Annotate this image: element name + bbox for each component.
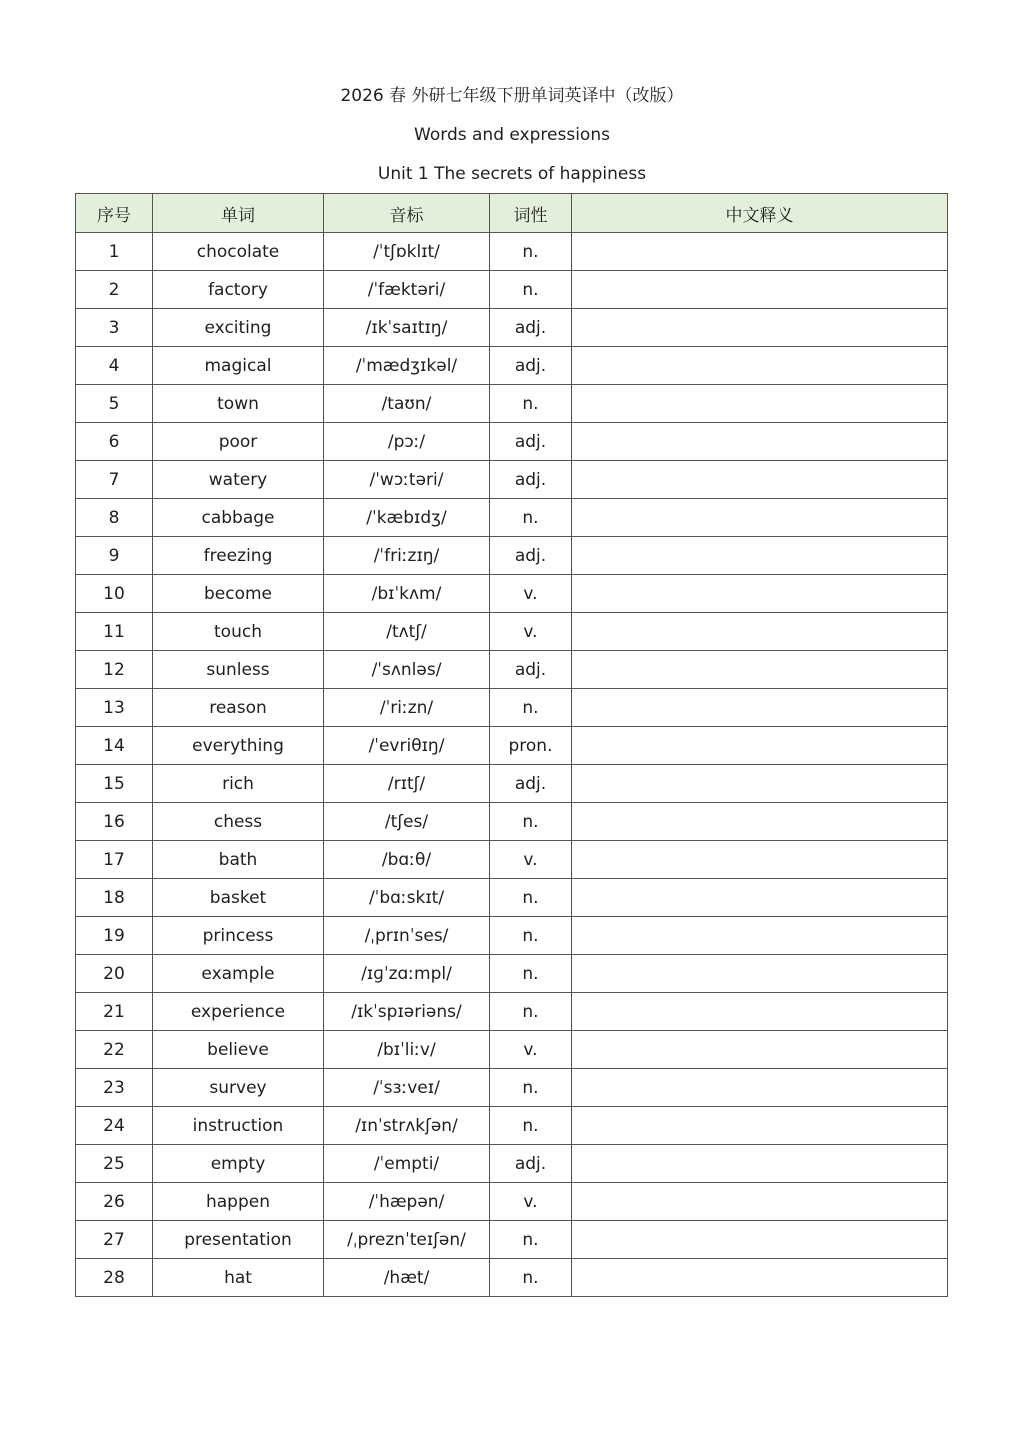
cell-number: 3: [76, 309, 153, 347]
cell-chinese-meaning[interactable]: [572, 1107, 948, 1145]
cell-number: 22: [76, 1031, 153, 1069]
cell-chinese-meaning[interactable]: [572, 727, 948, 765]
table-row: [76, 1183, 948, 1221]
cell-part-of-speech: adj.: [490, 1145, 572, 1183]
cell-number: 7: [76, 461, 153, 499]
cell-number: 8: [76, 499, 153, 537]
cell-number: 14: [76, 727, 153, 765]
table-row: [76, 537, 948, 575]
cell-number: 10: [76, 575, 153, 613]
cell-chinese-meaning[interactable]: [572, 423, 948, 461]
cell-part-of-speech: v.: [490, 841, 572, 879]
table-row: [76, 1107, 948, 1145]
cell-number: 23: [76, 1069, 153, 1107]
cell-number: 27: [76, 1221, 153, 1259]
cell-number: 9: [76, 537, 153, 575]
cell-chinese-meaning[interactable]: [572, 347, 948, 385]
cell-chinese-meaning[interactable]: [572, 575, 948, 613]
cell-word: survey: [153, 1069, 324, 1107]
cell-phonetic: /tʃes/: [324, 803, 490, 841]
cell-chinese-meaning[interactable]: [572, 765, 948, 803]
cell-phonetic: /ˈempti/: [324, 1145, 490, 1183]
cell-chinese-meaning[interactable]: [572, 651, 948, 689]
cell-word: reason: [153, 689, 324, 727]
column-header-word: 单词: [153, 194, 324, 233]
cell-word: poor: [153, 423, 324, 461]
unit-title: Unit 1 The secrets of happiness: [377, 164, 647, 184]
cell-chinese-meaning[interactable]: [572, 1145, 948, 1183]
cell-phonetic: /taʊn/: [324, 385, 490, 423]
cell-part-of-speech: n.: [490, 233, 572, 271]
cell-part-of-speech: n.: [490, 271, 572, 309]
cell-phonetic: /ˌpreznˈteɪʃən/: [324, 1221, 490, 1259]
cell-number: 15: [76, 765, 153, 803]
cell-part-of-speech: adj.: [490, 765, 572, 803]
cell-number: 5: [76, 385, 153, 423]
table-row: [76, 499, 948, 537]
cell-part-of-speech: n.: [490, 803, 572, 841]
table-row: [76, 423, 948, 461]
cell-chinese-meaning[interactable]: [572, 1221, 948, 1259]
table-header-row: [76, 194, 948, 233]
cell-number: 1: [76, 233, 153, 271]
table-row: [76, 955, 948, 993]
cell-word: touch: [153, 613, 324, 651]
cell-part-of-speech: n.: [490, 499, 572, 537]
table-row: [76, 271, 948, 309]
table-body: [76, 233, 948, 1297]
cell-part-of-speech: n.: [490, 955, 572, 993]
column-header-chinese-meaning: 中文释义: [572, 194, 948, 233]
cell-phonetic: /ˈsɜːveɪ/: [324, 1069, 490, 1107]
cell-phonetic: /ɪkˈspɪəriəns/: [324, 993, 490, 1031]
cell-phonetic: /ɪnˈstrʌkʃən/: [324, 1107, 490, 1145]
cell-word: chess: [153, 803, 324, 841]
cell-word: basket: [153, 879, 324, 917]
cell-word: factory: [153, 271, 324, 309]
cell-part-of-speech: n.: [490, 1069, 572, 1107]
cell-part-of-speech: adj.: [490, 309, 572, 347]
cell-phonetic: /ɪkˈsaɪtɪŋ/: [324, 309, 490, 347]
cell-part-of-speech: n.: [490, 1221, 572, 1259]
cell-word: happen: [153, 1183, 324, 1221]
table-row: [76, 689, 948, 727]
cell-phonetic: /ˈtʃɒklɪt/: [324, 233, 490, 271]
cell-number: 4: [76, 347, 153, 385]
table-row: [76, 765, 948, 803]
cell-word: freezing: [153, 537, 324, 575]
cell-number: 26: [76, 1183, 153, 1221]
cell-phonetic: /ɪɡˈzɑːmpl/: [324, 955, 490, 993]
cell-chinese-meaning[interactable]: [572, 385, 948, 423]
cell-phonetic: /ˈwɔːtəri/: [324, 461, 490, 499]
table-row: [76, 1145, 948, 1183]
cell-number: 11: [76, 613, 153, 651]
cell-phonetic: /ˈbɑːskɪt/: [324, 879, 490, 917]
cell-chinese-meaning[interactable]: [572, 917, 948, 955]
cell-phonetic: /bɪˈkʌm/: [324, 575, 490, 613]
cell-number: 6: [76, 423, 153, 461]
cell-chinese-meaning[interactable]: [572, 271, 948, 309]
cell-chinese-meaning[interactable]: [572, 803, 948, 841]
cell-word: instruction: [153, 1107, 324, 1145]
cell-phonetic: /tʌtʃ/: [324, 613, 490, 651]
cell-phonetic: /ˈevriθɪŋ/: [324, 727, 490, 765]
cell-chinese-meaning[interactable]: [572, 613, 948, 651]
cell-part-of-speech: v.: [490, 1031, 572, 1069]
table-row: [76, 1259, 948, 1297]
cell-part-of-speech: v.: [490, 613, 572, 651]
cell-number: 20: [76, 955, 153, 993]
table-row: [76, 613, 948, 651]
cell-chinese-meaning[interactable]: [572, 1259, 948, 1297]
cell-word: bath: [153, 841, 324, 879]
cell-number: 21: [76, 993, 153, 1031]
cell-word: town: [153, 385, 324, 423]
cell-number: 19: [76, 917, 153, 955]
cell-part-of-speech: n.: [490, 689, 572, 727]
table-row: [76, 233, 948, 271]
cell-phonetic: /ˈfriːzɪŋ/: [324, 537, 490, 575]
table-row: [76, 879, 948, 917]
cell-number: 13: [76, 689, 153, 727]
cell-chinese-meaning[interactable]: [572, 1031, 948, 1069]
cell-phonetic: /ˌprɪnˈses/: [324, 917, 490, 955]
cell-number: 17: [76, 841, 153, 879]
cell-part-of-speech: adj.: [490, 651, 572, 689]
cell-chinese-meaning[interactable]: [572, 993, 948, 1031]
cell-word: chocolate: [153, 233, 324, 271]
table-row: [76, 1221, 948, 1259]
cell-number: 24: [76, 1107, 153, 1145]
cell-part-of-speech: n.: [490, 1259, 572, 1297]
cell-chinese-meaning[interactable]: [572, 537, 948, 575]
cell-word: cabbage: [153, 499, 324, 537]
table-row: [76, 575, 948, 613]
table-row: [76, 841, 948, 879]
cell-chinese-meaning[interactable]: [572, 499, 948, 537]
cell-phonetic: /ˈkæbɪdʒ/: [324, 499, 490, 537]
cell-number: 16: [76, 803, 153, 841]
cell-part-of-speech: pron.: [490, 727, 572, 765]
cell-phonetic: /hæt/: [324, 1259, 490, 1297]
cell-phonetic: /rɪtʃ/: [324, 765, 490, 803]
table-row: [76, 651, 948, 689]
cell-phonetic: /ˈsʌnləs/: [324, 651, 490, 689]
cell-number: 18: [76, 879, 153, 917]
cell-chinese-meaning[interactable]: [572, 309, 948, 347]
cell-part-of-speech: n.: [490, 1107, 572, 1145]
cell-word: example: [153, 955, 324, 993]
cell-chinese-meaning[interactable]: [572, 955, 948, 993]
cell-phonetic: /ˈfæktəri/: [324, 271, 490, 309]
table-row: [76, 727, 948, 765]
column-header-number: 序号: [76, 194, 153, 233]
cell-chinese-meaning[interactable]: [572, 689, 948, 727]
cell-number: 25: [76, 1145, 153, 1183]
cell-chinese-meaning[interactable]: [572, 841, 948, 879]
cell-word: experience: [153, 993, 324, 1031]
cell-word: become: [153, 575, 324, 613]
table-row: [76, 917, 948, 955]
table-row: [76, 1031, 948, 1069]
cell-word: sunless: [153, 651, 324, 689]
cell-chinese-meaning[interactable]: [572, 1183, 948, 1221]
cell-part-of-speech: n.: [490, 385, 572, 423]
cell-part-of-speech: n.: [490, 879, 572, 917]
cell-word: rich: [153, 765, 324, 803]
cell-part-of-speech: v.: [490, 575, 572, 613]
column-header-part-of-speech: 词性: [490, 194, 572, 233]
table-row: [76, 803, 948, 841]
cell-chinese-meaning[interactable]: [572, 1069, 948, 1107]
cell-number: 12: [76, 651, 153, 689]
table-row: [76, 309, 948, 347]
cell-word: princess: [153, 917, 324, 955]
cell-word: empty: [153, 1145, 324, 1183]
cell-phonetic: /ˈmædʒɪkəl/: [324, 347, 490, 385]
cell-part-of-speech: v.: [490, 1183, 572, 1221]
table-row: [76, 347, 948, 385]
cell-part-of-speech: adj.: [490, 537, 572, 575]
cell-phonetic: /bɑːθ/: [324, 841, 490, 879]
cell-number: 2: [76, 271, 153, 309]
cell-word: presentation: [153, 1221, 324, 1259]
cell-part-of-speech: n.: [490, 917, 572, 955]
cell-chinese-meaning[interactable]: [572, 879, 948, 917]
cell-part-of-speech: adj.: [490, 423, 572, 461]
cell-part-of-speech: adj.: [490, 461, 572, 499]
cell-part-of-speech: adj.: [490, 347, 572, 385]
cell-number: 28: [76, 1259, 153, 1297]
cell-word: watery: [153, 461, 324, 499]
cell-word: everything: [153, 727, 324, 765]
vocabulary-table: [75, 193, 948, 1297]
column-header-phonetic: 音标: [324, 194, 490, 233]
cell-word: believe: [153, 1031, 324, 1069]
document-subtitle: Words and expressions: [414, 125, 610, 145]
table-row: [76, 385, 948, 423]
cell-phonetic: /bɪˈliːv/: [324, 1031, 490, 1069]
cell-word: magical: [153, 347, 324, 385]
cell-phonetic: /ˈriːzn/: [324, 689, 490, 727]
table-row: [76, 993, 948, 1031]
table-row: [76, 461, 948, 499]
cell-chinese-meaning[interactable]: [572, 461, 948, 499]
cell-chinese-meaning[interactable]: [572, 233, 948, 271]
cell-phonetic: /pɔː/: [324, 423, 490, 461]
cell-word: hat: [153, 1259, 324, 1297]
table-row: [76, 1069, 948, 1107]
cell-phonetic: /ˈhæpən/: [324, 1183, 490, 1221]
cell-word: exciting: [153, 309, 324, 347]
document-title: 2026 春 外研七年级下册单词英译中（改版）: [340, 86, 684, 106]
cell-part-of-speech: n.: [490, 993, 572, 1031]
